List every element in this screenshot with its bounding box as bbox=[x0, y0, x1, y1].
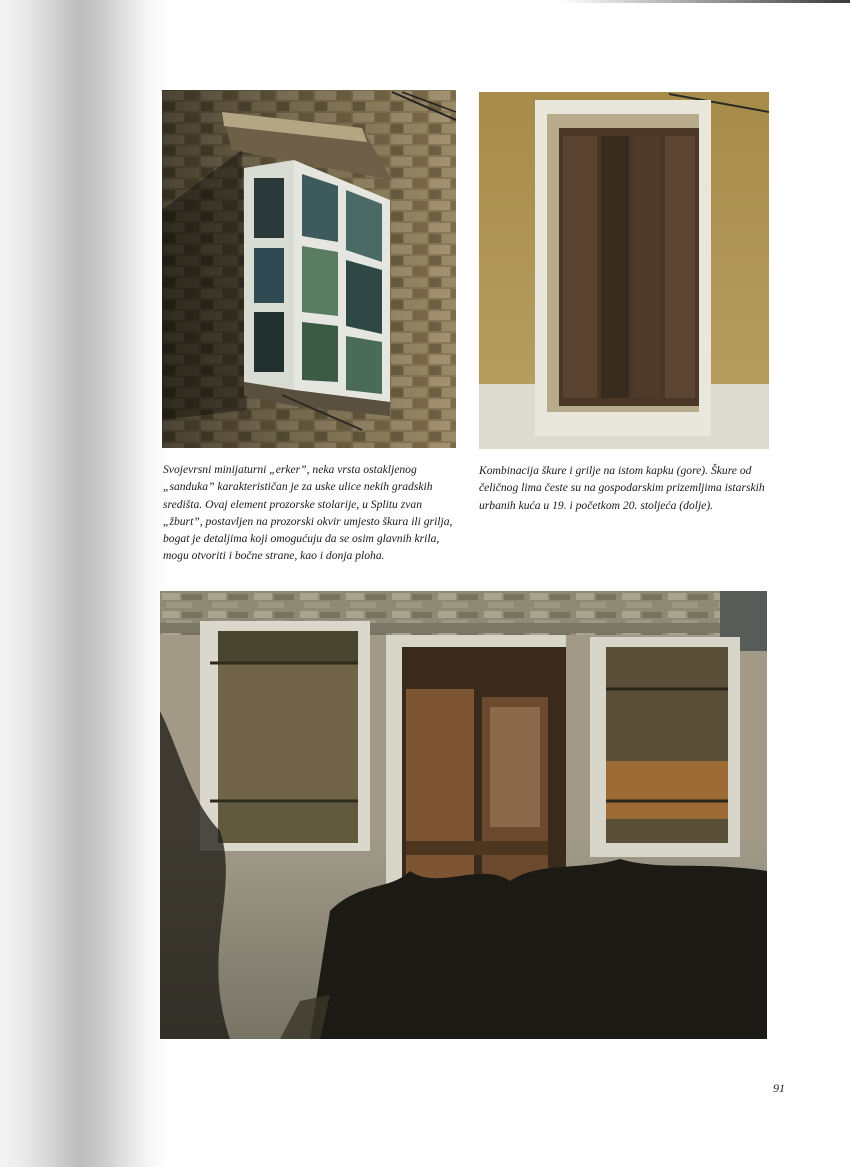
photo-window-box bbox=[162, 90, 456, 448]
photo-shutter-window bbox=[479, 92, 769, 449]
photo-house-facade bbox=[160, 591, 767, 1039]
page-top-edge bbox=[560, 0, 850, 3]
caption-shutters: Kombinacija škure i grilje na istom kapku (gore). Škure od čeličnog lima česte su na gospodarskim prizemljima istarskih urbanih kuća u 19. i početkom 20. stoljeća (dolje). bbox=[479, 464, 765, 512]
page-number: 91 bbox=[773, 1081, 785, 1095]
book-gutter-shadow bbox=[0, 0, 170, 1167]
caption-window-box: Svojevrsni minijaturni „erker”, neka vrsta ostakljenog „sanduka” karakterističan je za uske ulice nekih gradskih središta. Ovaj element prozorske stolarije, u Splitu zvan „žburt”, postavljen na prozorski okvir umjesto škura ili grilja, bogat je detaljima koji omogućuju da se osim glavnih krila, mogu otvoriti i bočne strane, kao i donja ploha. bbox=[163, 463, 453, 563]
